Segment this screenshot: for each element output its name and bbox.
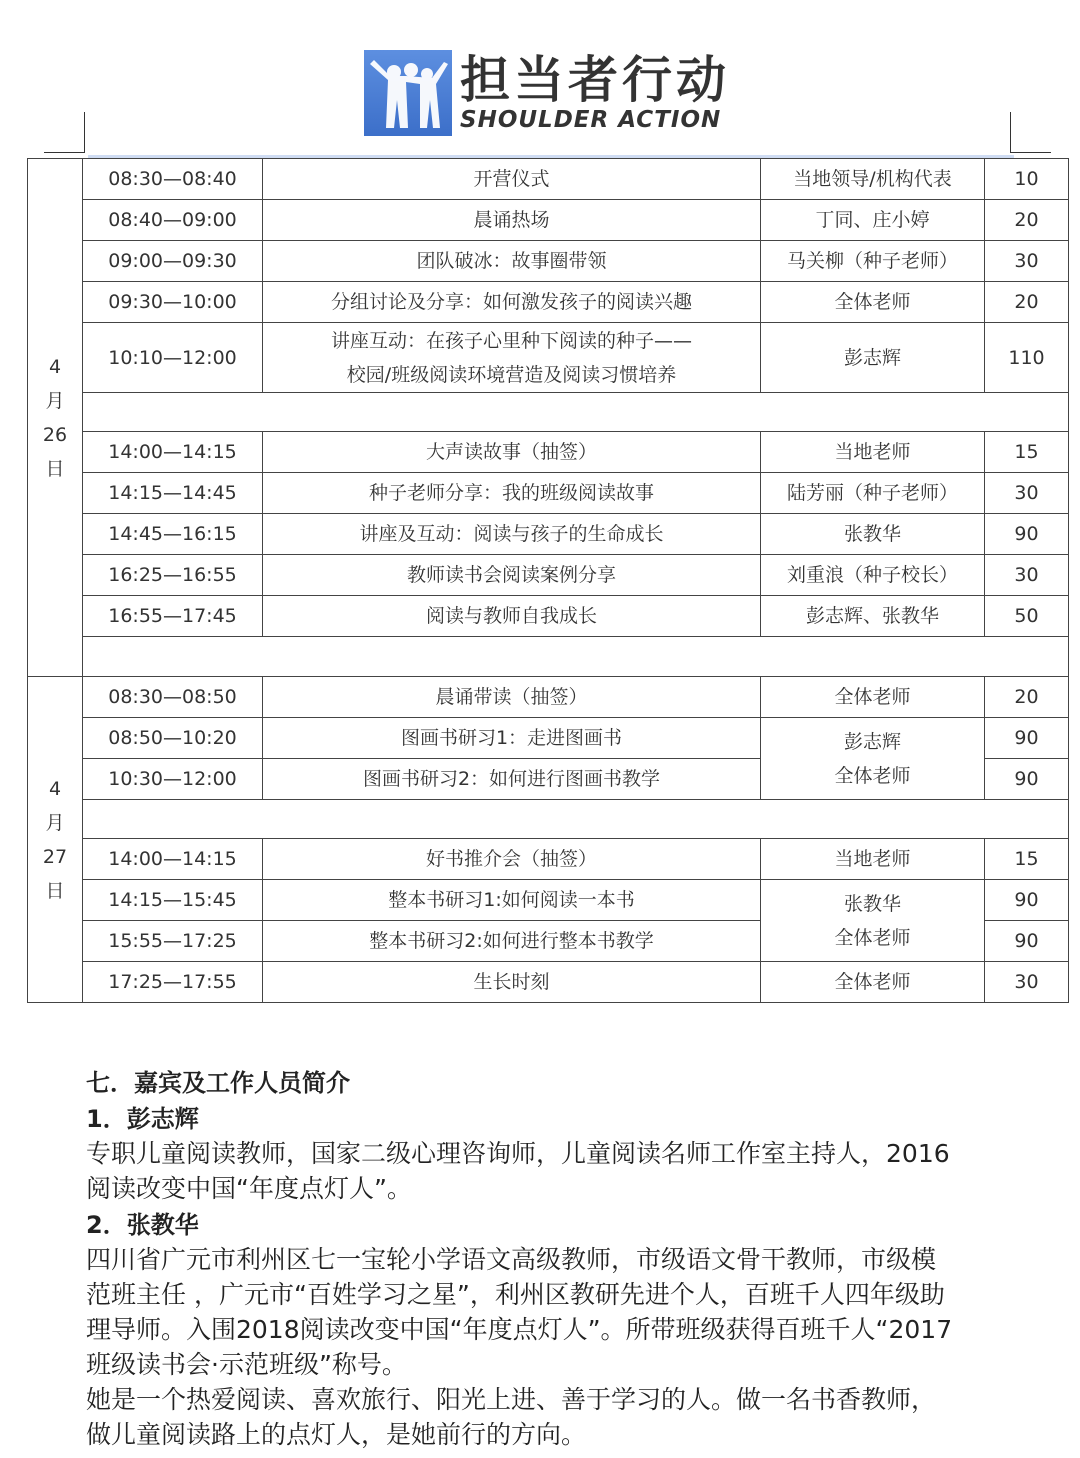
crop-mark-left (44, 112, 85, 153)
table-row (28, 432, 1069, 473)
guest-intro-section (86, 1066, 1016, 1452)
logo-english-text: SHOULDER ACTION (460, 107, 722, 133)
minutes-cell: 15 (985, 839, 1069, 880)
minutes-cell: 10 (985, 159, 1069, 200)
lunch-break-row (28, 800, 1069, 839)
speaker-cell: 当地老师 (761, 432, 985, 473)
minutes-cell: 110 (985, 323, 1069, 393)
day-separator-row (28, 637, 1069, 677)
topic-cell: 大声读故事（抽签） (263, 432, 761, 473)
time-cell: 14:15—14:45 (83, 473, 263, 514)
speaker-cell: 彭志辉、张教华 (761, 596, 985, 637)
topic-cell: 分组讨论及分享：如何激发孩子的阅读兴趣 (263, 282, 761, 323)
table-row (28, 596, 1069, 637)
speaker-cell: 张教华 全体老师 (761, 880, 985, 962)
topic-cell: 生长时刻 (263, 962, 761, 1003)
topic-cell: 好书推介会（抽签） (263, 839, 761, 880)
section-heading: 七．嘉宾及工作人员简介 (86, 1069, 350, 1097)
speaker-cell: 丁同、庄小婷 (761, 200, 985, 241)
time-cell: 14:15—15:45 (83, 880, 263, 921)
time-cell: 14:45—16:15 (83, 514, 263, 555)
time-cell: 16:25—16:55 (83, 555, 263, 596)
time-cell: 15:55—17:25 (83, 921, 263, 962)
time-cell: 08:30—08:40 (83, 159, 263, 200)
minutes-cell: 90 (985, 880, 1069, 921)
topic-cell: 图画书研习1：走进图画书 (263, 718, 761, 759)
speaker-cell: 当地老师 (761, 839, 985, 880)
time-cell: 10:30—12:00 (83, 759, 263, 800)
time-cell: 09:00—09:30 (83, 241, 263, 282)
time-cell: 16:55—17:45 (83, 596, 263, 637)
people-logo-icon (364, 50, 452, 136)
table-row (28, 323, 1069, 393)
time-cell: 10:10—12:00 (83, 323, 263, 393)
minutes-cell: 90 (985, 718, 1069, 759)
table-row (28, 839, 1069, 880)
minutes-cell: 90 (985, 514, 1069, 555)
table-row (28, 880, 1069, 921)
topic-cell: 种子老师分享：我的班级阅读故事 (263, 473, 761, 514)
bio-paragraph-peng: 专职儿童阅读教师，国家二级心理咨询师，儿童阅读名师工作室主持人，2016 阅读改变中国“年度点灯人”。 (86, 1139, 950, 1203)
table-row (28, 200, 1069, 241)
topic-cell: 讲座及互动：阅读与孩子的生命成长 (263, 514, 761, 555)
person-heading-peng: 1．彭志辉 (86, 1105, 199, 1133)
logo-chinese-text: 担当者行动 (460, 51, 730, 109)
table-row (28, 962, 1069, 1003)
speaker-cell: 张教华 (761, 514, 985, 555)
time-cell: 08:40—09:00 (83, 200, 263, 241)
minutes-cell: 90 (985, 759, 1069, 800)
lunch-break-row (28, 393, 1069, 432)
crop-mark-right (1010, 112, 1051, 153)
minutes-cell: 15 (985, 432, 1069, 473)
topic-cell: 教师读书会阅读案例分享 (263, 555, 761, 596)
topic-cell: 整本书研习1:如何阅读一本书 (263, 880, 761, 921)
topic-cell: 晨诵带读（抽签） (263, 677, 761, 718)
person-heading-zhang: 2．张教华 (86, 1211, 199, 1239)
time-cell: 17:25—17:55 (83, 962, 263, 1003)
topic-cell: 讲座互动：在孩子心里种下阅读的种子—— 校园/班级阅读环境营造及阅读习惯培养 (263, 323, 761, 393)
time-cell: 08:30—08:50 (83, 677, 263, 718)
topic-cell: 晨诵热场 (263, 200, 761, 241)
table-row (28, 718, 1069, 759)
topic-cell: 阅读与教师自我成长 (263, 596, 761, 637)
table-row (28, 159, 1069, 200)
page-header (0, 0, 1080, 160)
time-cell: 14:00—14:15 (83, 432, 263, 473)
minutes-cell: 30 (985, 555, 1069, 596)
topic-cell: 整本书研习2:如何进行整本书教学 (263, 921, 761, 962)
topic-cell: 开营仪式 (263, 159, 761, 200)
speaker-cell: 彭志辉 全体老师 (761, 718, 985, 800)
time-cell: 14:00—14:15 (83, 839, 263, 880)
minutes-cell: 20 (985, 200, 1069, 241)
speaker-cell: 全体老师 (761, 962, 985, 1003)
minutes-cell: 90 (985, 921, 1069, 962)
topic-cell: 图画书研习2：如何进行图画书教学 (263, 759, 761, 800)
table-row (28, 241, 1069, 282)
minutes-cell: 20 (985, 282, 1069, 323)
table-row (28, 555, 1069, 596)
speaker-cell: 陆芳丽（种子老师） (761, 473, 985, 514)
topic-cell: 团队破冰：故事圈带领 (263, 241, 761, 282)
speaker-cell: 当地领导/机构代表 (761, 159, 985, 200)
time-cell: 09:30—10:00 (83, 282, 263, 323)
shoulder-action-logo (364, 50, 730, 136)
speaker-cell: 彭志辉 (761, 323, 985, 393)
speaker-cell: 全体老师 (761, 677, 985, 718)
minutes-cell: 50 (985, 596, 1069, 637)
speaker-cell: 马关柳（种子老师） (761, 241, 985, 282)
bio-paragraph-zhang: 四川省广元市利州区七一宝轮小学语文高级教师，市级语文骨干教师，市级模 范班主任 ，广元市“百姓学习之星”，利州区教研先进个人，百班千人四年级助 理导师。入围2018阅读改变中国“年度点灯人”。所带班级获得百班千人“2017 班级读书会·示范班级”称号。 她是一个热爱阅读、喜欢旅行、阳光上进、善于学习的人。做一名书香教师， 做儿童阅读路上的点灯人，是她前行的方向。 (86, 1245, 953, 1449)
minutes-cell: 30 (985, 473, 1069, 514)
day-label-apr26: 4 月 26 日 (28, 159, 83, 677)
speaker-cell: 刘重浪（种子校长） (761, 555, 985, 596)
minutes-cell: 30 (985, 241, 1069, 282)
time-cell: 08:50—10:20 (83, 718, 263, 759)
table-row (28, 514, 1069, 555)
minutes-cell: 30 (985, 962, 1069, 1003)
speaker-cell: 全体老师 (761, 282, 985, 323)
table-row (28, 282, 1069, 323)
minutes-cell: 20 (985, 677, 1069, 718)
schedule-table (27, 158, 1069, 1003)
day-label-apr27: 4 月 27 日 (28, 677, 83, 1003)
table-row (28, 473, 1069, 514)
table-row (28, 677, 1069, 718)
